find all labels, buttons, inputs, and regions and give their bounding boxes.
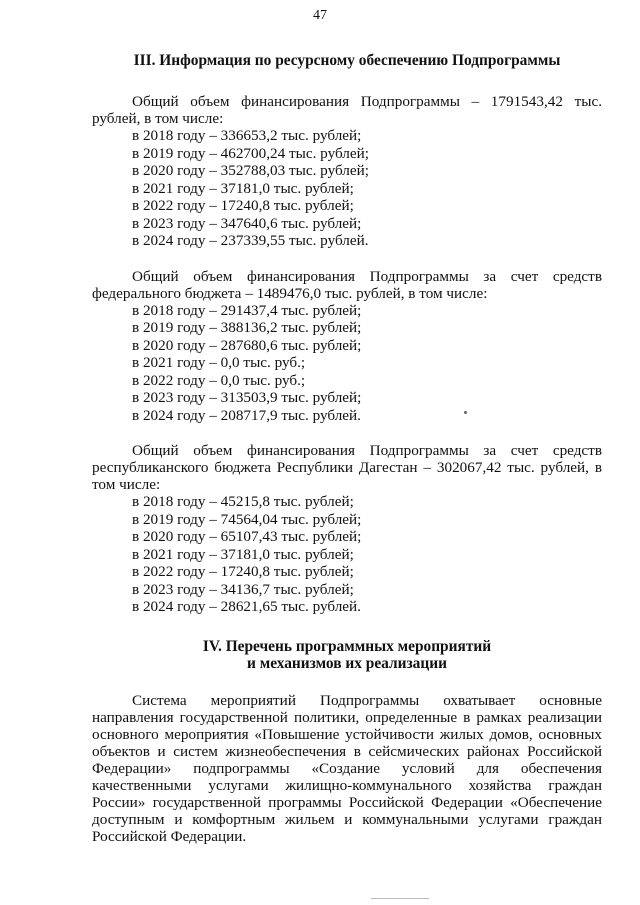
list-item: в 2019 году – 388136,2 тыс. рублей; bbox=[132, 319, 362, 336]
scan-edge-line bbox=[371, 898, 429, 899]
list-item: в 2020 году – 65107,43 тыс. рублей; bbox=[132, 528, 362, 545]
section-4-heading-line-1: IV. Перечень программных мероприятий bbox=[202, 637, 492, 655]
list-item: в 2018 году – 336653,2 тыс. рублей; bbox=[132, 127, 362, 144]
federal-financing-years bbox=[92, 302, 602, 425]
list-item: в 2024 году – 237339,55 тыс. рублей. bbox=[132, 232, 369, 249]
section-4-heading-line-2: и механизмов их реализации bbox=[247, 654, 447, 672]
list-item: в 2019 году – 462700,24 тыс. рублей; bbox=[132, 144, 369, 162]
list-item: в 2018 году – 45215,8 тыс. рублей; bbox=[132, 493, 354, 510]
list-item: в 2021 году – 37181,0 тыс. рублей; bbox=[132, 545, 354, 563]
list-item: в 2022 году – 17240,8 тыс. рублей; bbox=[132, 563, 354, 580]
list-item: в 2018 году – 291437,4 тыс. рублей; bbox=[132, 301, 362, 319]
list-item: в 2019 году – 74564,04 тыс. рублей; bbox=[132, 510, 362, 528]
list-item: в 2024 году – 208717,9 тыс. рублей. bbox=[132, 406, 361, 424]
federal-financing-paragraph: Общий объем финансирования Подпрограммы за счет средств федерального бюджета – 1489476,0 тыс. рублей, в том числе: bbox=[92, 267, 602, 302]
list-item: в 2023 году – 34136,7 тыс. рублей; bbox=[132, 580, 354, 598]
republic-financing-years bbox=[92, 493, 602, 616]
section-3-heading: III. Информация по ресурсному обеспечению Подпрограммы bbox=[133, 52, 561, 69]
list-item: в 2021 году – 37181,0 тыс. рублей; bbox=[132, 179, 354, 197]
list-item: в 2021 году – 0,0 тыс. руб.; bbox=[132, 354, 306, 371]
list-item: в 2023 году – 313503,9 тыс. рублей; bbox=[132, 389, 362, 406]
total-financing-paragraph: Общий объем финансирования Подпрограммы – 1791543,42 тыс. рублей, в том числе: bbox=[92, 93, 602, 127]
list-item: в 2022 году – 17240,8 тыс. рублей; bbox=[132, 197, 354, 214]
list-item: в 2020 году – 352788,03 тыс. рублей; bbox=[132, 162, 369, 179]
section-4-heading bbox=[92, 638, 602, 672]
list-item: в 2020 году – 287680,6 тыс. рублей; bbox=[132, 336, 362, 354]
section-4-body: Система мероприятий Подпрограммы охватывает основные направления государственной политики, определенные в рамках реализации основного мероприятия «Повышение устойчивости жилых домов, основных объектов и систем жизнеобеспечения в сейсмических районах Российской Федерации» подпрограммы «Создание условий для обеспечения качественными услугами жилищно-коммунального хозяйства граждан России» государственной программы Российской Федерации «Обеспечение доступным и комфортным жильем и коммунальными услугами граждан Российской Федерации. bbox=[92, 691, 602, 845]
list-item: в 2024 году – 28621,65 тыс. рублей. bbox=[132, 598, 361, 615]
page-number: 47 bbox=[313, 8, 327, 23]
list-item: в 2023 году – 347640,6 тыс. рублей; bbox=[132, 214, 362, 232]
total-financing-years bbox=[92, 127, 602, 250]
document-content bbox=[92, 52, 602, 845]
list-item: в 2022 году – 0,0 тыс. руб.; bbox=[132, 371, 306, 389]
scan-artifact bbox=[464, 411, 467, 414]
republic-financing-paragraph: Общий объем финансирования Подпрограммы за счет средств республиканского бюджета Республики Дагестан – 302067,42 тыс. рублей, в том числе: bbox=[92, 442, 602, 493]
